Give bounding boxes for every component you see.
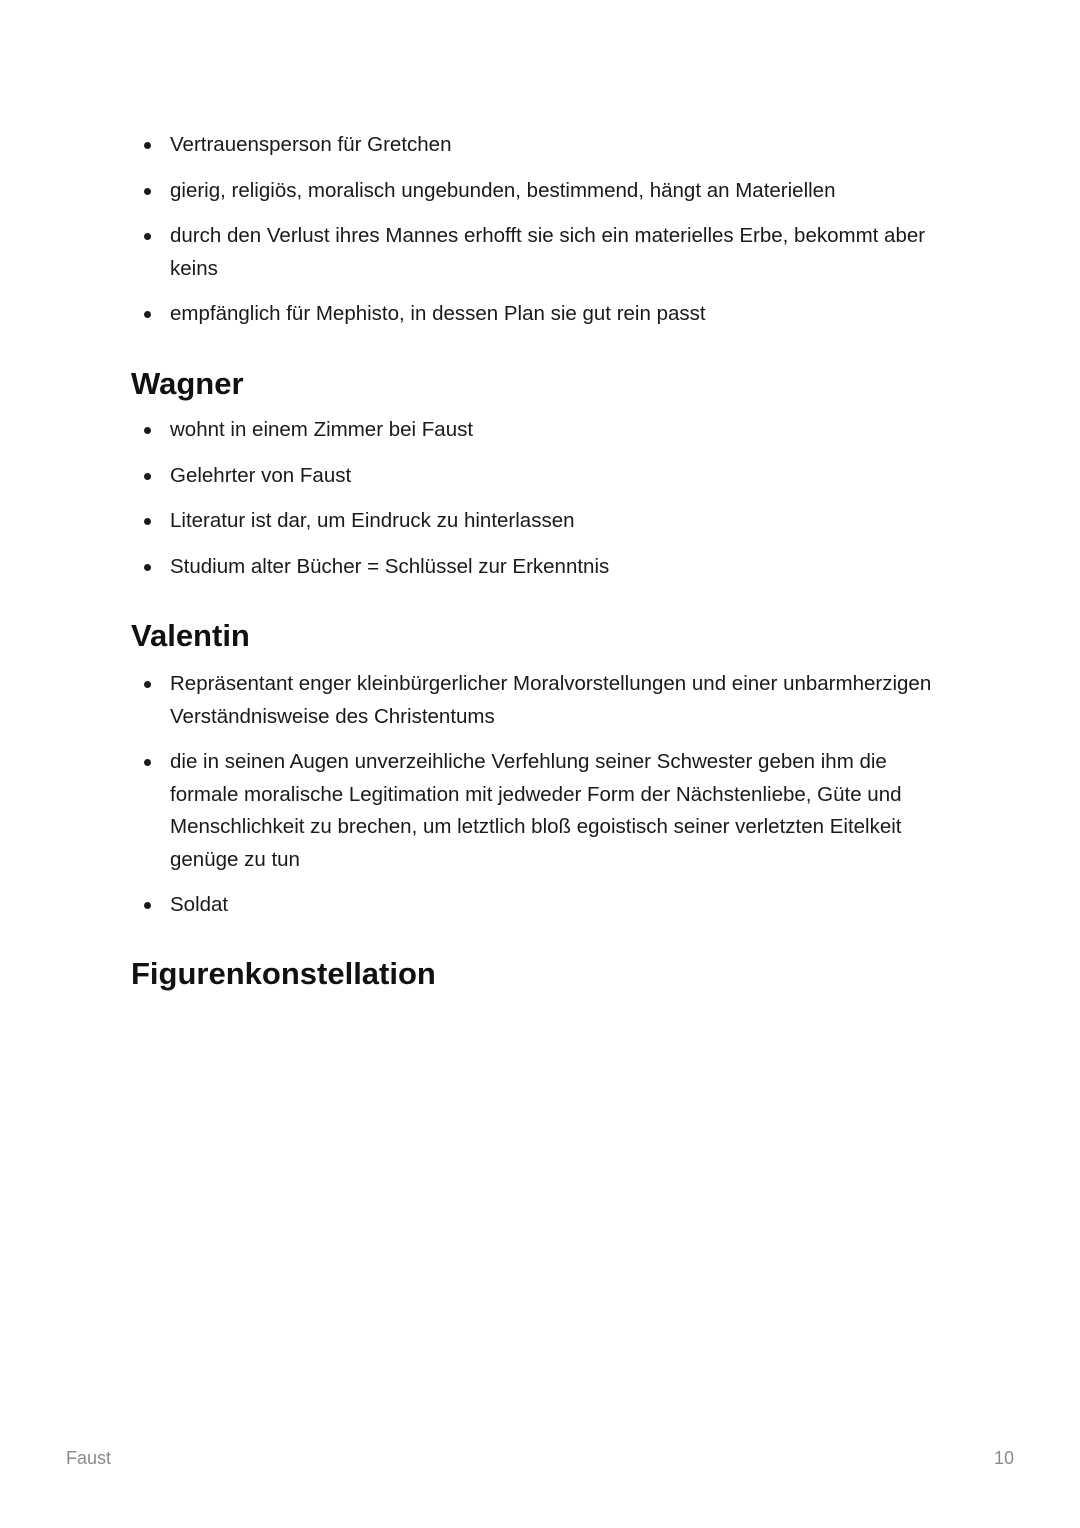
list-item: gierig, religiös, moralisch ungebunden, bestimmend, hängt an Materiellen	[140, 175, 960, 208]
list-item: Literatur ist dar, um Eindruck zu hinterlassen	[140, 505, 960, 538]
bullet-icon	[144, 759, 151, 766]
page-number: 10	[993, 1448, 1014, 1468]
bullet-icon	[144, 311, 151, 318]
list-item: Repräsentant enger kleinbürgerlicher Moralvorstellungen und einer unbarmherzigen Verständnisweise des Christentums	[140, 668, 960, 733]
list-item: Studium alter Bücher = Schlüssel zur Erkenntnis	[140, 551, 960, 584]
list-item: durch den Verlust ihres Mannes erhofft sie sich ein materielles Erbe, bekommt aber keins	[140, 220, 960, 285]
list-item: wohnt in einem Zimmer bei Faust	[140, 414, 960, 447]
bullet-list-marthe	[140, 129, 960, 344]
bullet-icon	[144, 142, 151, 149]
bullet-icon	[144, 902, 151, 909]
bullet-icon	[144, 564, 151, 571]
list-item: Gelehrter von Faust	[140, 460, 960, 493]
section-heading-wagner: Wagner	[131, 366, 244, 401]
list-item: Vertrauensperson für Gretchen	[140, 129, 960, 162]
list-item: die in seinen Augen unverzeihliche Verfehlung seiner Schwester geben ihm die formale moralische Legitimation mit jedweder Form der Nächstenliebe, Güte und Menschlichkeit zu brechen, um letztlich bloß egoistisch seiner verletzten Eitelkeit genüge zu tun	[140, 746, 960, 876]
bullet-icon	[144, 473, 151, 480]
section-heading-figurenkonstellation: Figurenkonstellation	[131, 956, 436, 991]
list-item: Soldat	[140, 889, 960, 922]
bullet-icon	[144, 681, 151, 688]
list-item: empfänglich für Mephisto, in dessen Plan sie gut rein passt	[140, 298, 960, 331]
footer-title: Faust	[66, 1448, 112, 1468]
bullet-icon	[144, 518, 151, 525]
bullet-list-valentin	[140, 668, 960, 935]
bullet-list-wagner	[140, 414, 960, 596]
section-heading-valentin: Valentin	[131, 618, 250, 653]
bullet-icon	[144, 427, 151, 434]
bullet-icon	[144, 233, 151, 240]
bullet-icon	[144, 188, 151, 195]
